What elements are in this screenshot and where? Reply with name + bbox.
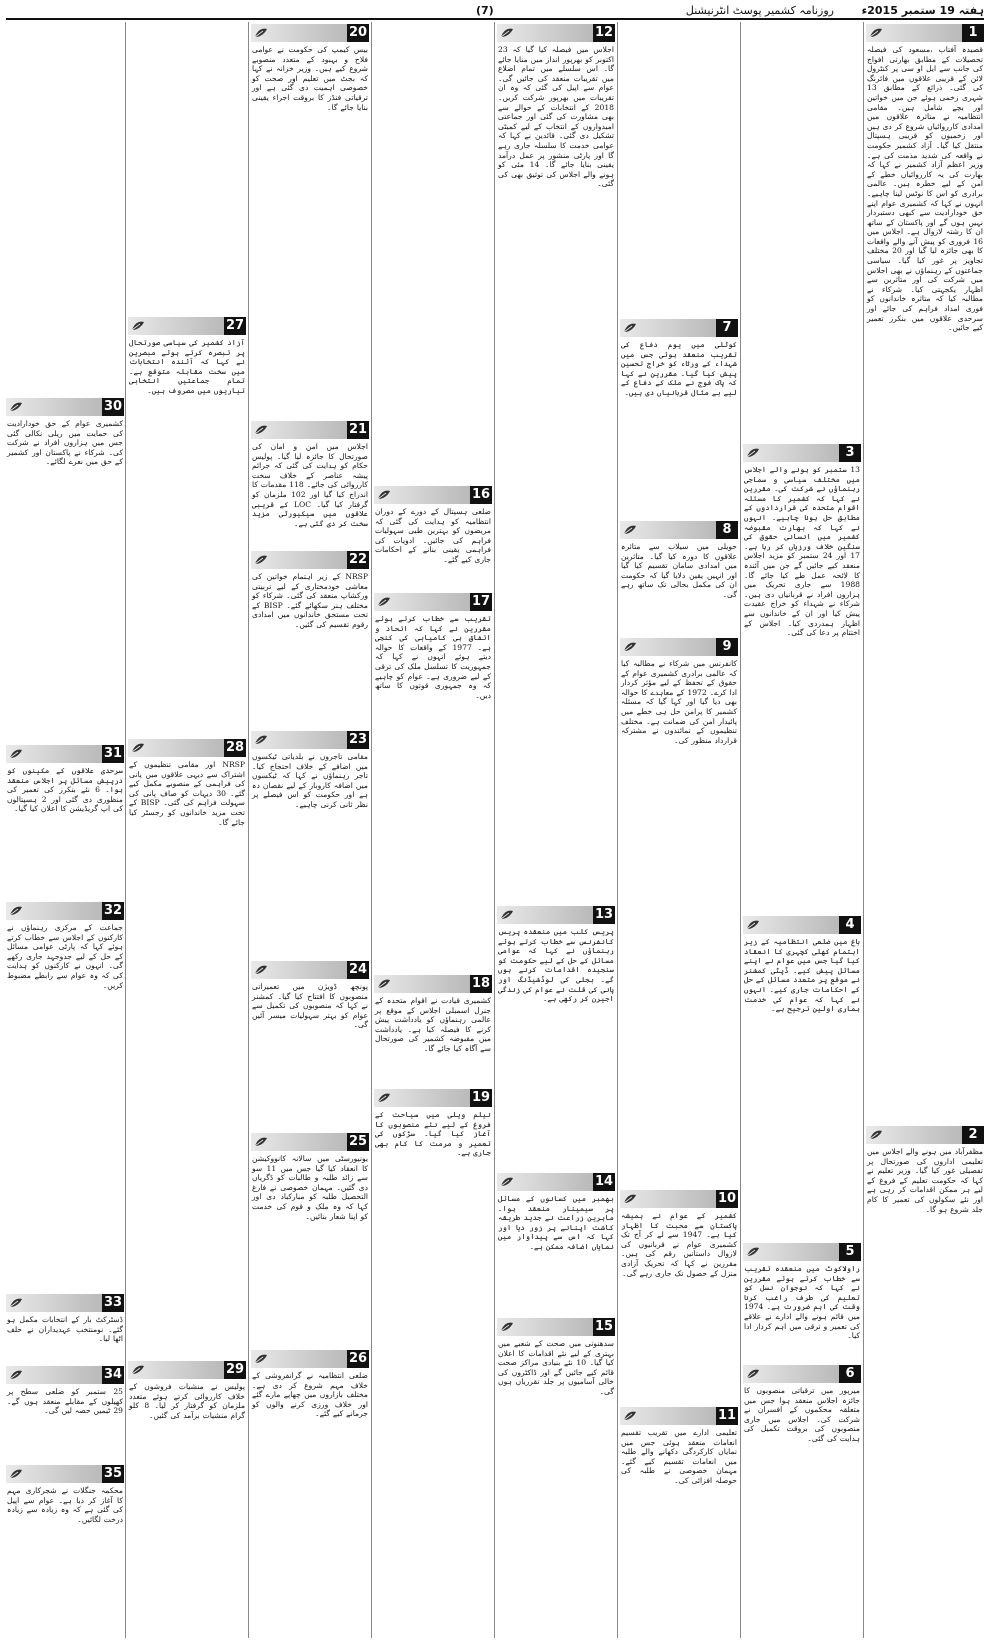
item-body [126,338,248,735]
item-text: بیس کیمپ کی حکومت نے عوامی فلاح و بہبود کے متعدد منصوبے شروع کیے ہیں۔ وزیر خزانہ نے کہا کہ بجٹ میں تعلیم اور صحت کو خصوصی اہمیت دی گئی ہے اور ترقیاتی فنڈز کا بروقت اجراء یقینی بنایا جائے گا۔ [252,45,368,112]
leaf-ornament-icon [254,964,268,976]
item-header-bar [6,1366,124,1384]
item-text: NRSP اور مقامی تنظیموں کے اشتراک سے دیہی علاقوں میں پانی کی فراہمی کے منصوبے مکمل کیے گئے۔ 30 دیہات کو صاف پانی کی سہولت فراہم کی گئی۔ BISP کے تحت مزید خاندانوں کو رجسٹر کیا جائے گا۔ [129,760,245,827]
item-header-bar [251,731,369,749]
leaf-ornament-icon [623,1193,637,1205]
leaf-ornament-icon [9,401,23,413]
item-text: کانفرنس میں شرکاء نے مطالبہ کیا کہ عالمی برادری کشمیری عوام کے حقوق کے تحفظ کے لیے مؤثر کردار ادا کرے۔ 1972 کے معاہدے کا حوالہ بھی دیا گیا اور کہا گیا کہ مسئلہ کشمیر کا پرامن حل ہی خطے میں پائیدار امن کی ضمانت ہے۔ مختلف تنظیموں کے نمائندوں نے مشترکہ قرارداد منظور کی۔ [621,659,737,745]
item-header-bar [497,24,615,42]
item-text: اجلاس میں امن و امان کی صورتحال کا جائزہ لیا گیا۔ پولیس حکام کو ہدایت کی گئی کہ جرائم پیشہ عناصر کے خلاف سخت کارروائی کی جائے۔ 118 مقدمات کا اندراج کیا گیا اور 102 ملزمان کو گرفتار کیا گیا۔ LOC کے قریبی علاقوں میں سیکیورٹی مزید سخت کر دی گئی ہے۔ [252,442,368,528]
item-text: یونیورسٹی میں سالانہ کانووکیشن کا انعقاد کیا گیا جس میں 11 سو سے زائد طلبہ و طالبات کو ڈگریاں دی گئیں۔ مہمان خصوصی نے فارغ التحصیل طلبہ کو مبارکباد دی اور کہا کہ وہ ملک و قوم کی خدمت کو اپنا شعار بنائیں۔ [252,1154,369,1221]
item-text: باغ میں ضلعی انتظامیہ کے زیر اہتمام کھلی کچہری کا انعقاد کیا گیا جس میں عوام نے اپنے مسائل پیش کیے۔ ڈپٹی کمشنر نے موقع پر متعدد مسائل کے حل کے احکامات جاری کیے۔ انہوں نے کہا کہ عوام کی خدمت ہماری اولین ترجیح ہے۔ [744,937,860,1014]
column-4 [494,22,617,1638]
leaf-ornament-icon [377,489,391,501]
item-text: ضلعی ہسپتال کے دورے کے دوران انتظامیہ کو ہدایت کی گئی کہ مریضوں کو بہترین طبی سہولیات فراہم کی جائیں۔ ادویات کی فراہمی یقینی بنانے کے احکامات جاری کیے گئے۔ [375,507,491,564]
item-text: مقامی تاجروں نے بلدیاتی ٹیکسوں میں اضافے کے خلاف احتجاج کیا۔ تاجر رہنماؤں نے کہا کہ ٹیکسوں میں اضافہ کاروبار کے لیے نقصان دہ ہے اور حکومت کو اس فیصلے پر نظر ثانی کرنی چاہیے۔ [252,752,368,809]
item-number: 27 [225,318,245,333]
item-header-bar [374,1089,492,1107]
news-item [495,1171,617,1314]
news-sheet [4,22,986,1638]
news-item [4,900,125,1290]
item-body [741,937,863,1239]
item-number: 16 [471,487,491,502]
item-header-bar [251,24,369,42]
item-number: 29 [225,1362,245,1377]
news-item [249,1131,371,1346]
leaf-ornament-icon [131,320,145,332]
item-text: 13 ستمبر کو ہونے والے اجلاس میں مختلف سیاسی و سماجی رہنماؤں نے شرکت کی۔ مقررین نے کہا کہ کشمیر کا مسئلہ اقوام متحدہ کی قراردادوں کے مطابق حل ہونا چاہیے۔ انہوں نے کہا کہ بھارت مقبوضہ کشمیر میں انسانی حقوق کی سنگین خلاف ورزیاں کر رہا ہے۔ 17 اور 24 ستمبر کو مزید اجلاس منعقد کیے جائیں گے جن میں آئندہ کا لائحہ عمل طے کیا جائے گا۔ 1988 سے جاری تحریک میں ہزاروں افراد نے قربانیاں دی ہیں۔ شرکاء نے شہداء کو خراج عقیدت پیش کیا اور ان کے خاندانوں سے اظہار ہمدردی کیا۔ اجلاس کے اختتام پر دعا کی گئی۔ [744,465,860,638]
news-item [618,1405,740,1638]
item-header-bar [620,319,738,337]
news-item [372,973,494,1085]
leaf-ornament-icon [254,1136,268,1148]
item-header-bar [251,421,369,439]
item-number: 20 [348,25,368,40]
item-body [126,1382,248,1638]
item-number: 1 [968,25,978,40]
item-number: 35 [103,1466,123,1481]
item-header-bar [251,961,369,979]
news-item [249,959,371,1129]
item-body [864,1147,986,1284]
item-header-bar [743,916,861,934]
item-body [741,465,863,912]
leaf-ornament-icon [746,1368,760,1380]
item-header-bar [620,1407,738,1425]
item-body [495,1339,617,1638]
item-text: NRSP کے زیر اہتمام خواتین کی معاشی خودمختاری کے لیے تربیتی ورکشاپ منعقد کی گئی۔ شرکاء کو مختلف ہنر سکھائے گئے۔ BISP کے تحت مستحق خاندانوں میں امدادی رقوم تقسیم کی گئیں۔ [252,572,368,629]
item-body [372,614,494,971]
item-text: ضلعی انتظامیہ نے گرانفروشی کے خلاف مہم شروع کر دی ہے۔ مختلف بازاروں میں چھاپے مارے گئے اور خلاف ورزی کرنے والوں کو جرمانے کیے گئے۔ [252,1371,368,1419]
item-text: تعلیمی ادارے میں تقریب تقسیم انعامات منعقد ہوئی جس میں نمایاں کارکردگی دکھانے والے طلبہ میں انعامات تقسیم کیے گئے۔ مہمان خصوصی نے طلبہ کی حوصلہ افزائی کی۔ [621,1428,737,1485]
item-body [372,996,494,1085]
item-body [495,45,617,902]
leaf-ornament-icon [9,1297,23,1309]
item-number: 21 [348,422,368,437]
item-body [4,1315,125,1362]
item-text: جماعت کے مرکزی رہنماؤں نے کارکنوں کے اجلاس سے خطاب کرتے ہوئے کہا کہ پارٹی عوامی مسائل کے حل کے لیے جدوجہد جاری رکھے گی۔ انہوں نے کارکنوں کو ہدایت کی کہ وہ عوام سے رابطے مضبوط کریں۔ [7,923,123,990]
item-header-bar [743,1365,861,1383]
leaf-ornament-icon [254,734,268,746]
page-number: (7) [476,4,494,17]
leaf-ornament-icon [500,1321,514,1333]
leaf-ornament-icon [131,742,145,754]
item-body [741,1264,863,1361]
item-body [618,1428,740,1638]
item-text: حویلی میں سیلاب سے متاثرہ علاقوں کا دورہ کیا گیا۔ متاثرین میں امدادی سامان تقسیم کیا گیا اور انہیں یقین دلایا گیا کہ حکومت ان کی مکمل بحالی تک ساتھ رہے گی۔ [621,542,737,599]
item-number: 8 [722,522,732,537]
item-number: 26 [348,1351,368,1366]
column-3 [617,22,740,1638]
news-item [618,1188,740,1403]
item-number: 33 [103,1295,123,1310]
item-header-bar [620,1190,738,1208]
item-header-bar [497,906,615,924]
item-header-bar [497,1318,615,1336]
leaf-ornament-icon [131,1364,145,1376]
item-number: 4 [845,917,855,932]
leaf-ornament-icon [746,447,760,459]
item-number: 18 [471,976,491,991]
news-item [126,1359,248,1638]
item-body [372,1110,494,1638]
item-header-bar [743,1243,861,1261]
item-number: 24 [348,962,368,977]
item-number: 12 [594,25,614,40]
leaf-ornament-icon [9,1468,23,1480]
news-item [864,1124,986,1284]
news-item [372,591,494,971]
publication-name: روزنامہ کشمیر پوسٹ انٹرنیشنل [685,4,834,17]
news-item [372,1087,494,1638]
column-1 [863,22,986,1638]
leaf-ornament-icon [623,1410,637,1422]
item-body [249,1154,371,1346]
item-header-bar [128,317,246,335]
item-header-bar [6,1465,124,1483]
item-text: کوٹلی میں یوم دفاع کی تقریب منعقد ہوئی جس میں شہداء کے ورثاء کو خراج تحسین پیش کیا گیا۔ مقررین نے کہا کہ پاک فوج نے ملک کے دفاع کے لیے بے مثال قربانیاں دی ہیں۔ [621,340,737,397]
item-header-bar [251,1133,369,1151]
item-text: مظفرآباد میں ہونے والے اجلاس میں تعلیمی اداروں کی صورتحال پر تفصیلی غور کیا گیا۔ وزیر تعلیم نے کہا کہ حکومت تعلیم کے فروغ کے لیے ہر ممکن اقدامات کر رہی ہے اور نئے سکولوں کی تعمیر کا کام جلد شروع ہو گا۔ [867,1147,983,1214]
item-header-bar [866,24,984,42]
item-header-bar [497,1173,615,1191]
column-7 [125,22,248,1638]
item-header-bar [128,1361,246,1379]
item-text: سرحدی علاقوں کے مکینوں کو درپیش مسائل پر اجلاس منعقد ہوا۔ 6 نئے بنکرز کی تعمیر کی منظوری دی گئی اور 2 ہسپتالوں کی اپ گریڈیشن کا اعلان کیا گیا۔ [7,766,124,814]
item-text: قصیدہ آفتاب ،مسعود کی فیصلہ تحصیلات کے مطابق بھارتی افواج کی جانب سے ایل او سی پر کنٹرول لائن کے قریبی علاقوں میں فائرنگ کی گئی۔ ذرائع کے مطابق 13 شہری زخمی ہوئے جن میں خواتین اور بچے شامل ہیں۔ مقامی انتظامیہ نے متاثرہ علاقوں میں امدادی کارروائیاں شروع کر دی ہیں اور زخمیوں کو قریبی ہسپتال منتقل کیا گیا۔ آزاد کشمیر حکومت نے واقعہ کی شدید مذمت کی ہے۔ وزیر اعظم آزاد کشمیر نے کہا کہ بھارت کی یہ کارروائیاں خطے کے امن کے لیے خطرہ ہیں۔ عالمی برادری کو اس کا نوٹس لینا چاہیے۔ انہوں نے کہا کہ کشمیری عوام اپنے حق خودارادیت سے کبھی دستبردار نہیں ہوں گے اور پاکستان کے ساتھ ان کا رشتہ لازوال ہے۔ اجلاس میں 16 فروری کو پیش آنے والے واقعات کا بھی جائزہ لیا گیا اور 20 مختلف تجاویز پر غور کیا گیا۔ سیاسی جماعتوں کے رہنماؤں نے بھی اجلاس میں شرکت کی اور متاثرین سے اظہار یکجہتی کیا۔ شرکاء نے مطالبہ کیا کہ متاثرہ خاندانوں کو فوری امداد فراہم کی جائے اور سرحدی علاقوں میں بنکرز تعمیر کیے جائیں۔ [867,45,983,333]
item-body [495,1194,617,1314]
item-number: 17 [471,594,491,609]
item-number: 9 [722,639,732,654]
leaf-ornament-icon [254,554,268,566]
item-number: 15 [594,1319,614,1334]
news-item [249,419,371,547]
news-item [4,396,125,741]
item-number: 13 [594,907,614,922]
leaf-ornament-icon [746,919,760,931]
item-text: محکمہ جنگلات نے شجرکاری مہم کا آغاز کر دیا ہے۔ عوام سے اپیل کی گئی ہے کہ وہ زیادہ سے زیادہ درخت لگائیں۔ [7,1486,123,1524]
leaf-ornament-icon [623,322,637,334]
item-body [372,507,494,589]
item-body [4,1486,125,1638]
leaf-ornament-icon [254,424,268,436]
item-header-bar [251,1350,369,1368]
news-item [618,317,740,517]
item-body [741,1386,863,1463]
item-number: 5 [845,1244,855,1259]
item-text: تقریب سے خطاب کرتے ہوئے مقررین نے کہا کہ اتحاد و اتفاق ہی کامیابی کی کنجی ہے۔ 1977 کے واقعات کا حوالہ دیتے ہوئے انہوں نے کہا کہ جمہوریت کا تسلسل ملک کی ترقی کے لیے ضروری ہے۔ عوام کو چاہیے کہ وہ جمہوری قوتوں کا ساتھ دیں۔ [375,614,492,700]
news-item [4,1292,125,1362]
item-number: 6 [845,1366,855,1381]
masthead [6,4,984,20]
item-body [618,340,740,517]
item-body [249,442,371,547]
item-text: کشمیر کے عوام نے ہمیشہ پاکستان سے محبت کا اظہار کیا ہے۔ 1947 سے لے کر آج تک کشمیری عوام نے قربانیوں کی لازوال داستانیں رقم کی ہیں۔ مقررین نے کہا کہ تحریک آزادی منزل کے حصول تک جاری رہے گی۔ [621,1211,737,1278]
item-body [126,760,248,1357]
leaf-ornament-icon [500,1176,514,1188]
item-text: اجلاس میں فیصلہ کیا گیا کہ 23 اکتوبر کو بھرپور انداز میں منایا جائے گا۔ اس سلسلے میں تمام اضلاع میں تقریبات منعقد کی جائیں گی۔ عوام سے اپیل کی گئی کہ وہ ان تقریبات میں بھرپور شرکت کریں۔ 2018 کے انتخابات کے حوالے سے بھی مشاورت کی گئی اور جماعتی امیدواروں کے انتخاب کے لیے کمیٹی تشکیل دی گئی۔ قائدین نے کہا کہ عوامی خدمت کا سلسلہ جاری رہے گا اور پارٹی منشور پر عمل درآمد یقینی بنایا جائے گا۔ 14 مئی کو ہونے والے اجلاس کی توثیق بھی کی گئی۔ [498,45,614,189]
item-text: پریس کلب میں منعقدہ پریس کانفرنس سے خطاب کرتے ہوئے رہنماؤں نے کہا کہ عوامی مسائل کے حل کے لیے حکومت کو سنجیدہ اقدامات کرنے ہوں گے۔ بجلی کی لوڈشیڈنگ اور پانی کی قلت نے عوام کی زندگی اجیرن کر رکھی ہے۔ [498,927,614,1004]
item-number: 14 [594,1174,614,1189]
news-item [495,22,617,902]
item-header-bar [251,551,369,569]
news-item [741,914,863,1239]
news-item [249,729,371,957]
item-body [864,45,986,1122]
news-item [741,1241,863,1361]
item-header-bar [620,638,738,656]
item-number: 19 [471,1090,491,1105]
leaf-ornament-icon [9,905,23,917]
news-item [4,1364,125,1461]
item-number: 30 [103,399,123,414]
leaf-ornament-icon [377,596,391,608]
column-8 [4,22,125,1638]
item-body [249,45,371,417]
column-5 [371,22,494,1638]
item-text: آزاد کشمیر کی سیاسی صورتحال پر تبصرہ کرتے ہوئے مبصرین نے کہا کہ آئندہ انتخابات میں سخت مقابلہ متوقع ہے۔ تمام جماعتیں انتخابی تیاریوں میں مصروف ہیں۔ [129,338,245,395]
item-number: 23 [348,732,368,747]
news-item [126,737,248,1357]
item-header-bar [128,739,246,757]
item-text: پولیس نے منشیات فروشوں کے خلاف کارروائی کرتے ہوئے متعدد ملزمان کو گرفتار کر لیا۔ 8 کلو گرام منشیات برآمد کی گئیں۔ [129,1382,246,1420]
item-body [4,419,125,741]
news-item [372,484,494,589]
news-item [249,1348,371,1638]
item-body [249,752,371,957]
item-text: پونچھ ڈویژن میں تعمیراتی منصوبوں کا افتتاح کیا گیا۔ کمشنر نے کہا کہ منصوبوں کی تکمیل سے عوام کو بہتر سہولیات میسر آئیں گی۔ [252,982,368,1030]
leaf-ornament-icon [746,1246,760,1258]
item-header-bar [374,593,492,611]
news-item [249,549,371,727]
item-number: 10 [717,1191,737,1206]
leaf-ornament-icon [500,27,514,39]
item-number: 32 [103,903,123,918]
news-item [249,22,371,417]
item-body [495,927,617,1169]
item-body [4,766,125,898]
item-body [249,1371,371,1638]
leaf-ornament-icon [500,909,514,921]
news-item [495,1316,617,1638]
item-text: راولاکوٹ میں منعقدہ تقریب سے خطاب کرتے ہوئے مقررین نے کہا کہ نوجوان نسل کو تعلیم کی طرف راغب کرنا وقت کی اہم ضرورت ہے۔ 1974 میں قائم ہونے والے ادارے نے علاقے کی تعمیر و ترقی میں اہم کردار ادا کیا۔ [744,1264,860,1341]
item-number: 31 [103,746,123,761]
item-header-bar [6,902,124,920]
item-header-bar [866,1126,984,1144]
leaf-ornament-icon [254,1353,268,1365]
leaf-ornament-icon [377,1092,391,1104]
news-item [864,22,986,1122]
item-header-bar [6,745,124,763]
news-item [495,904,617,1169]
item-header-bar [374,486,492,504]
leaf-ornament-icon [869,1129,883,1141]
item-body [4,1387,125,1461]
item-text: نیلم ویلی میں سیاحت کے فروغ کے لیے نئے منصوبوں کا آغاز کیا گیا۔ سڑکوں کی تعمیر و مرمت کا کام بھی جاری ہے۔ [375,1110,491,1158]
item-text: بھمبر میں کسانوں کے مسائل پر سیمینار منعقد ہوا۔ ماہرین زراعت نے جدید طریقہ کاشت اپنانے پر زور دیا اور کہا کہ اس سے پیداوار میں نمایاں اضافہ ممکن ہے۔ [498,1194,614,1251]
news-item [618,636,740,1186]
leaf-ornament-icon [623,524,637,536]
leaf-ornament-icon [9,1369,23,1381]
item-header-bar [743,444,861,462]
leaf-ornament-icon [869,27,883,39]
item-number: 34 [103,1367,123,1382]
item-header-bar [374,975,492,993]
leaf-ornament-icon [377,978,391,990]
item-body [618,542,740,634]
news-item [741,442,863,912]
item-number: 2 [968,1127,978,1142]
column-6 [248,22,371,1638]
item-text: 25 ستمبر کو ضلعی سطح پر کھیلوں کے مقابلے منعقد ہوں گے۔ 29 ٹیمیں حصہ لیں گی۔ [7,1387,123,1416]
leaf-ornament-icon [254,27,268,39]
item-header-bar [620,521,738,539]
item-text: کشمیری قیادت نے اقوام متحدہ کے جنرل اسمبلی اجلاس کے موقع پر عالمی رہنماؤں کو یادداشت پیش کرنے کا فیصلہ کیا ہے۔ یادداشت میں مقبوضہ کشمیر کی صورتحال سے آگاہ کیا جائے گا۔ [375,996,491,1053]
news-item [741,1363,863,1463]
leaf-ornament-icon [623,641,637,653]
item-text: سدھنوتی میں صحت کے شعبے میں بہتری کے لیے نئے اقدامات کا اعلان کیا گیا۔ 10 نئے بنیادی مراکز صحت قائم کیے جائیں گے اور ڈاکٹروں کی خالی آسامیوں پر جلد تقرریاں ہوں گی۔ [498,1339,615,1396]
news-item [4,743,125,898]
issue-date: ہفتہ 19 ستمبر 2015ء [861,4,984,17]
item-number: 25 [348,1134,368,1149]
item-header-bar [6,1294,124,1312]
item-body [249,572,371,727]
item-text: میرپور میں ترقیاتی منصوبوں کا جائزہ اجلاس منعقد ہوا جس میں متعلقہ محکموں کے افسران نے شرکت کی۔ اجلاس میں جاری منصوبوں کی بروقت تکمیل کی ہدایت کی گئی۔ [744,1386,860,1443]
item-body [618,659,740,1186]
item-number: 22 [348,552,368,567]
item-number: 7 [722,320,732,335]
item-body [618,1211,740,1403]
item-header-bar [6,398,124,416]
leaf-ornament-icon [9,748,23,760]
item-text: کشمیری عوام کے حق خودارادیت کی حمایت میں ریلی نکالی گئی جس میں ہزاروں افراد نے شرکت کی۔ شرکاء نے پاکستان اور کشمیر کے حق میں نعرے لگائے۔ [7,419,123,467]
news-item [618,519,740,634]
item-body [4,923,125,1290]
item-number: 11 [717,1408,737,1423]
item-number: 28 [225,740,245,755]
item-number: 3 [845,445,855,460]
column-2 [740,22,863,1638]
news-item [4,1463,125,1638]
news-item [126,315,248,735]
item-text: ڈسٹرکٹ بار کے انتخابات مکمل ہو گئے۔ نومنتخب عہدیداران نے حلف اٹھا لیا۔ [7,1315,123,1344]
item-body [249,982,371,1129]
